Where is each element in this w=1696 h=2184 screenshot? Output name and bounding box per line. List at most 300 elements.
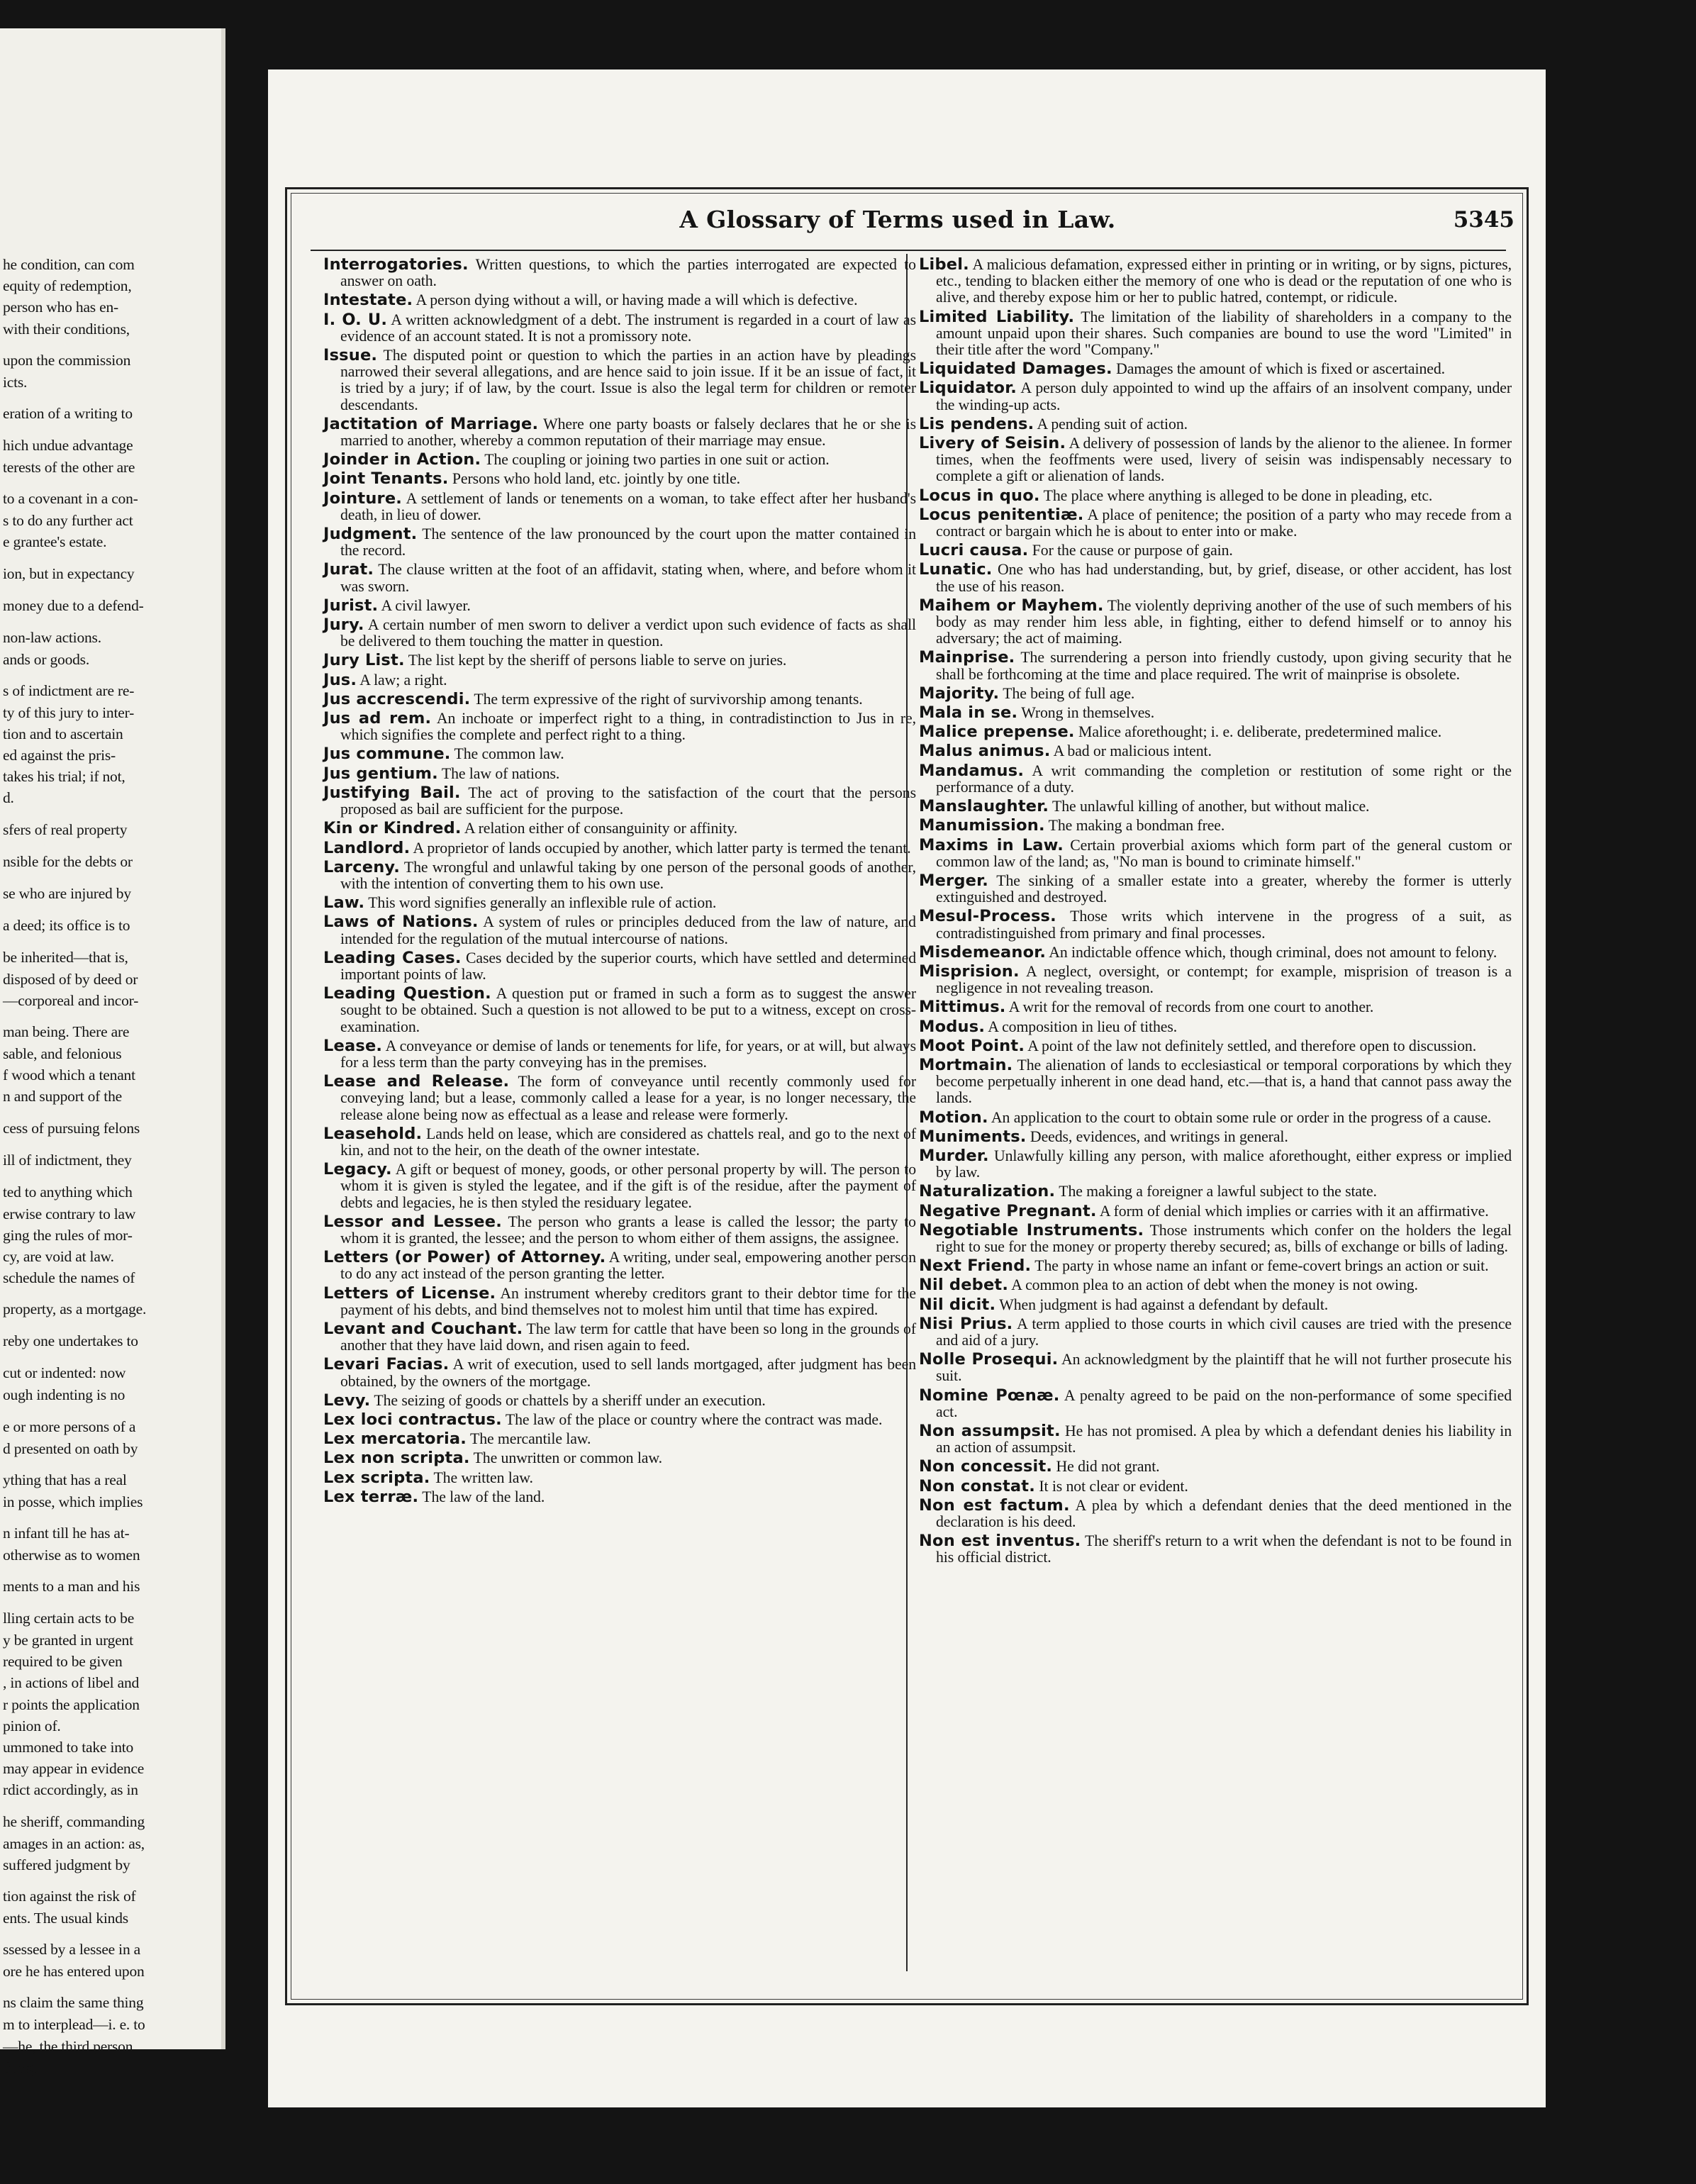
facing-page-line: he condition, can com <box>3 256 135 273</box>
facing-page-line: thing. <box>3 2058 38 2076</box>
glossary-entry <box>919 1148 1512 1181</box>
glossary-term: Jus accrescendi. <box>323 689 471 708</box>
glossary-definition: The sentence of the law pronounced by the court upon the matter contained in the record. <box>340 525 916 559</box>
glossary-definition: A place of penitence; the position of a party who may recede from a contract or bargain which he is about to enter into or make. <box>936 506 1512 540</box>
glossary-definition: The alienation of lands to ecclesiastical or temporal corporations by which they become perpetually inherent in one dead hand, etc.—that is, a hand that cannot pass away the lands. <box>936 1056 1512 1107</box>
glossary-entry <box>919 1057 1512 1107</box>
glossary-definition: An inchoate or imperfect right to a thing, in contradistinction to Jus in re, which signifies the complete and perfect right to a thing. <box>340 710 916 744</box>
glossary-term: Next Friend. <box>919 1257 1032 1276</box>
glossary-term: Nil dicit. <box>919 1295 996 1314</box>
glossary-term: I. O. U. <box>323 310 388 329</box>
page-number: 5345 <box>1453 207 1514 233</box>
glossary-definition: The violently depriving another of the use of such members of his body as may render him less able, in fighting, either to defend himself or to annoy his adversary; the act of maiming. <box>936 596 1512 647</box>
glossary-entry <box>919 837 1512 870</box>
glossary-entry <box>919 763 1512 796</box>
glossary-definition: An application to the court to obtain some rule or order in the progress of a cause. <box>991 1108 1492 1126</box>
facing-page-line: person who has en- <box>3 299 118 316</box>
glossary-definition: It is not clear or evident. <box>1039 1477 1188 1495</box>
glossary-definition: For the cause or purpose of gain. <box>1032 542 1233 559</box>
glossary-term: Lunatic. <box>919 560 993 579</box>
header-rule <box>311 250 1506 251</box>
glossary-term: Non constat. <box>919 1476 1035 1495</box>
facing-page-line: , in actions of libel and <box>3 1674 140 1692</box>
glossary-entry <box>919 1495 1512 1531</box>
glossary-entry <box>919 650 1512 682</box>
glossary-entry <box>919 743 1512 759</box>
facing-page-line: icts. <box>3 373 28 391</box>
glossary-definition: A writ of execution, used to sell lands mortgaged, after judgment has been obtained, by the owners of the mortgage. <box>340 1356 917 1390</box>
glossary-definition: A bad or malicious intent. <box>1053 742 1212 760</box>
glossary-term: Larceny. <box>323 857 400 876</box>
glossary-definition: The common law. <box>454 745 564 763</box>
glossary-entry <box>323 312 916 345</box>
glossary-term: Misprision. <box>919 962 1020 981</box>
glossary-entry <box>323 1161 916 1211</box>
facing-page-line: ough indenting is no <box>3 1386 125 1404</box>
glossary-term: Livery of Seisin. <box>919 434 1066 453</box>
glossary-entry <box>919 798 1512 815</box>
glossary-entry <box>323 617 916 650</box>
glossary-definition: The law of nations. <box>441 764 560 782</box>
glossary-definition: The wrongful and unlawful taking by one person of the personal goods of another, with the intention of converting them to his own use. <box>340 858 916 892</box>
glossary-definition: Wrong in themselves. <box>1021 704 1155 722</box>
facing-page-line: sable, and felonious <box>3 1045 122 1062</box>
glossary-entry <box>919 309 1512 359</box>
glossary-entry <box>919 257 1512 306</box>
glossary-term: Joinder in Action. <box>323 450 481 469</box>
facing-page-line: ands or goods. <box>3 650 90 668</box>
glossary-column-left <box>323 257 916 1508</box>
glossary-definition: A composition in lieu of tithes. <box>988 1018 1178 1035</box>
glossary-definition: Deeds, evidences, and writings in general. <box>1030 1127 1288 1145</box>
glossary-definition: An indictable offence which, though criminal, does not amount to felony. <box>1049 943 1497 961</box>
glossary-entry <box>919 416 1512 433</box>
glossary-term: Issue. <box>323 346 378 365</box>
glossary-definition: Damages the amount of which is fixed or ascertained. <box>1116 360 1445 378</box>
glossary-term: Merger. <box>919 871 988 890</box>
facing-page-line: ty of this jury to inter- <box>3 703 135 721</box>
facing-page-line: ents. The usual kinds <box>3 1909 128 1927</box>
glossary-term: Naturalization. <box>919 1182 1056 1201</box>
glossary-term: Negotiable Instruments. <box>919 1220 1144 1239</box>
glossary-term: Non est inventus. <box>919 1532 1081 1551</box>
glossary-definition: A civil lawyer. <box>381 596 471 614</box>
facing-page-line: otherwise as to women <box>3 1546 140 1564</box>
glossary-term: Moot Point. <box>919 1036 1025 1055</box>
glossary-entry <box>919 1110 1512 1126</box>
glossary-definition: A settlement of lands or tenements on a woman, to take effect after her husband's death, in lieu of dower. <box>340 489 916 523</box>
glossary-term: Lex non scripta. <box>323 1449 470 1468</box>
glossary-entry <box>323 1321 916 1354</box>
facing-page-line: n and support of the <box>3 1088 122 1105</box>
glossary-term: Manumission. <box>919 816 1045 835</box>
glossary-entry <box>919 1183 1512 1200</box>
glossary-entry <box>919 1129 1512 1145</box>
glossary-definition: The written law. <box>433 1469 533 1486</box>
glossary-entry <box>919 999 1512 1015</box>
glossary-term: Jus ad rem. <box>323 709 432 728</box>
facing-page-line: ments to a man and his <box>3 1578 140 1595</box>
facing-page-line: cut or indented: now <box>3 1364 126 1382</box>
glossary-term: Misdemeanor. <box>919 942 1047 962</box>
glossary-definition: Where one party boasts or falsely declares that he or she is married to another, whereby a common reputation of their marriage may ensue. <box>340 415 917 450</box>
glossary-definition: A pending suit of action. <box>1037 415 1188 433</box>
facing-page-line: lling certain acts to be <box>3 1610 135 1627</box>
glossary-term: Legacy. <box>323 1160 392 1179</box>
facing-page-line: tion and to ascertain <box>3 725 123 742</box>
facing-page-line: —he, the third person <box>3 2037 133 2055</box>
glossary-entry <box>919 542 1512 559</box>
facing-page-line: ion, but in expectancy <box>3 564 135 582</box>
facing-page-line: schedule the names of <box>3 1269 135 1287</box>
glossary-term: Leading Question. <box>323 984 491 1003</box>
glossary-entry <box>323 1283 916 1318</box>
facing-page-line: ything that has a real <box>3 1471 127 1488</box>
glossary-term: Negative Pregnant. <box>919 1201 1097 1220</box>
glossary-definition: The seizing of goods or chattels by a sheriff under an execution. <box>374 1391 766 1409</box>
glossary-entry <box>919 705 1512 721</box>
glossary-term: Lex mercatoria. <box>323 1430 467 1449</box>
glossary-term: Murder. <box>919 1146 989 1165</box>
glossary-entry <box>919 361 1512 377</box>
glossary-definition: The place where anything is alleged to be done in pleading, etc. <box>1043 486 1433 504</box>
glossary-term: Mala in se. <box>919 703 1018 723</box>
glossary-term: Lease and Release. <box>323 1072 510 1091</box>
glossary-entry <box>323 471 916 487</box>
glossary-entry <box>919 1533 1512 1566</box>
glossary-term: Non concessit. <box>919 1457 1053 1476</box>
glossary-definition: A common plea to an action of debt when the money is not owing. <box>1011 1276 1418 1294</box>
glossary-term: Law. <box>323 893 365 913</box>
glossary-definition: Cases decided by the superior courts, which have settled and determined important points of law. <box>340 949 916 983</box>
glossary-definition: When judgment is had against a defendant by default. <box>999 1296 1329 1313</box>
glossary-term: Mesul-Process. <box>919 907 1056 926</box>
glossary-term: Jus commune. <box>323 745 451 764</box>
glossary-definition: One who has had understanding, but, by grief, disease, or other accident, has lost the use of his reason. <box>936 561 1512 595</box>
facing-page-line: ore he has entered upon <box>3 1963 145 1980</box>
glossary-entry <box>919 873 1512 906</box>
page-fold-shadow <box>221 28 225 2049</box>
facing-page-line: e or more persons of a <box>3 1417 136 1435</box>
glossary-definition: An acknowledgment by the plaintiff that he will not further prosecute his suit. <box>936 1351 1512 1385</box>
glossary-definition: A term applied to those courts in which civil causes are tried with the presence and aid of a jury. <box>936 1315 1512 1349</box>
glossary-definition: A law; a right. <box>359 671 447 689</box>
facing-page-line: n infant till he has at- <box>3 1524 130 1542</box>
glossary-entry <box>323 416 916 449</box>
glossary-definition: A conveyance or demise of lands or tenements for life, for years, or at will, but always for a less term than the party conveying has in the premises. <box>340 1037 916 1071</box>
facing-page-line: d presented on oath by <box>3 1439 138 1457</box>
glossary-entry <box>919 1459 1512 1475</box>
glossary-term: Lis pendens. <box>919 414 1034 433</box>
facing-page-line: man being. There are <box>3 1023 130 1040</box>
glossary-term: Interrogatories. <box>323 255 469 274</box>
glossary-definition: A written acknowledgment of a debt. The instrument is regarded in a court of law as evidence of an account stated. It is not a promissory note. <box>340 311 916 345</box>
glossary-term: Lease. <box>323 1036 383 1055</box>
glossary-entry <box>919 1019 1512 1035</box>
facing-page-line: e grantee's estate. <box>3 533 107 551</box>
glossary-entry <box>323 452 916 468</box>
facing-page-line: takes his trial; if not, <box>3 768 125 786</box>
glossary-entry <box>323 1470 916 1486</box>
glossary-term: Jurat. <box>323 560 374 579</box>
glossary-term: Lex scripta. <box>323 1468 430 1487</box>
facing-page-line: suffered judgment by <box>3 1856 130 1873</box>
facing-page-line: f wood which a tenant <box>3 1066 135 1084</box>
facing-page-line: rdict accordingly, as in <box>3 1781 138 1799</box>
facing-page-line: m to interplead—i. e. to <box>3 2016 145 2034</box>
facing-page-line: be inherited—that is, <box>3 948 128 966</box>
glossary-term: Majority. <box>919 684 1000 703</box>
glossary-entry <box>919 1423 1512 1456</box>
glossary-definition: The unlawful killing of another, but without malice. <box>1052 798 1370 815</box>
glossary-entry <box>323 785 916 818</box>
glossary-definition: A writ commanding the completion or restitution of some right or the performance of a duty. <box>936 762 1512 796</box>
glossary-definition: A proprietor of lands occupied by another, which latter party is termed the tenant. <box>413 839 911 857</box>
glossary-entry <box>919 1277 1512 1293</box>
glossary-definition: The form of conveyance until recently commonly used for conveying land; but a lease, commonly called a lease for a year, is no longer necessary, the release alone being now as effectual as a lease and release were formerly. <box>340 1073 916 1123</box>
glossary-definition: The clause written at the foot of an affidavit, stating when, where, and before whom it was sworn. <box>340 561 916 595</box>
glossary-definition: A neglect, oversight, or contempt; for example, misprision of treason is a negligence in not revealing treason. <box>936 962 1512 997</box>
glossary-term: Limited Liability. <box>919 307 1075 326</box>
glossary-entry <box>919 942 1512 962</box>
glossary-definition: A question put or framed in such a form as to suggest the answer sought to be obtained. Such a question is not allowed to be put to a witness, except on cross-examination. <box>340 985 916 1035</box>
glossary-definition: Malice aforethought; i. e. deliberate, predetermined malice. <box>1078 723 1442 741</box>
glossary-definition: A form of denial which implies or carries with it an affirmative. <box>1099 1202 1489 1220</box>
facing-page-line: to a covenant in a con- <box>3 490 138 508</box>
glossary-entry <box>919 562 1512 594</box>
glossary-entry <box>323 1214 916 1247</box>
glossary-definition: Persons who hold land, etc. jointly by one title. <box>452 470 741 488</box>
glossary-entry <box>919 908 1512 941</box>
glossary-term: Maxims in Law. <box>919 835 1064 854</box>
glossary-definition: The term expressive of the right of survivorship among tenants. <box>474 690 863 708</box>
facing-page-line: erwise contrary to law <box>3 1205 136 1222</box>
glossary-term: Justifying Bail. <box>323 783 461 802</box>
glossary-definition: The party in whose name an infant or feme-covert brings an action or suit. <box>1034 1257 1489 1275</box>
glossary-term: Jactitation of Marriage. <box>323 414 539 433</box>
glossary-term: Mainprise. <box>919 648 1015 667</box>
glossary-entry <box>919 964 1512 996</box>
page-title: A Glossary of Terms used in Law. <box>679 206 1116 233</box>
facing-page-line: may appear in evidence <box>3 1760 145 1778</box>
glossary-definition: Those instruments which confer on the holders the legal right to sue for the money or property thereby secured; as, bills of exchange or bills of lading. <box>936 1221 1512 1255</box>
glossary-definition: The law of the place or country where the contract was made. <box>505 1411 883 1428</box>
facing-page-line: ill of indictment, they <box>3 1151 132 1169</box>
glossary-entry <box>323 1249 916 1282</box>
facing-page-line: he sheriff, commanding <box>3 1812 145 1830</box>
facing-page-line: ed against the pris- <box>3 747 116 764</box>
glossary-entry <box>323 1356 916 1389</box>
glossary-term: Lex terræ. <box>323 1487 419 1506</box>
glossary-entry <box>919 1222 1512 1255</box>
glossary-definition: A malicious defamation, expressed either in printing or in writing, or by signs, pictures, etc., tending to blacken either the memory of one who is dead or the reputation of one who is alive, and thereby expose him or her to public hatred, contempt, or ridicule. <box>936 256 1512 306</box>
glossary-term: Intestate. <box>323 291 413 310</box>
glossary-definition: The coupling or joining two parties in one suit or action. <box>484 451 830 469</box>
glossary-term: Kin or Kindred. <box>323 819 462 838</box>
glossary-term: Levy. <box>323 1391 371 1410</box>
glossary-entry <box>323 691 916 708</box>
glossary-definition: A writing, under seal, empowering another person to do any act instead of the person granting the letter. <box>340 1249 917 1283</box>
glossary-definition: The mercantile law. <box>470 1430 591 1448</box>
facing-page-line: se who are injured by <box>3 884 131 902</box>
glossary-term: Motion. <box>919 1108 988 1127</box>
glossary-entry <box>919 507 1512 540</box>
facing-page-line: ummoned to take into <box>3 1739 134 1756</box>
glossary-entry <box>323 859 916 892</box>
glossary-definition: The unwritten or common law. <box>473 1449 662 1467</box>
glossary-term: Landlord. <box>323 838 411 857</box>
facing-page-line: pinion of. <box>3 1717 61 1734</box>
glossary-definition: A point of the law not definitely settled, and therefore open to discussion. <box>1027 1037 1477 1054</box>
glossary-entry <box>919 1203 1512 1220</box>
glossary-term: Manslaughter. <box>919 797 1049 816</box>
facing-page-line: a deed; its office is to <box>3 916 130 934</box>
facing-page-line: ssessed by a lessee in a <box>3 1941 141 1959</box>
glossary-definition: An instrument whereby creditors grant to their debtor time for the payment of his debts, and bind themselves not to molest him until that time has expired. <box>340 1284 916 1318</box>
facing-page-line: ging the rules of mor- <box>3 1226 133 1244</box>
glossary-definition: The sheriff's return to a writ when the defendant is not to be found in his official district. <box>936 1532 1512 1566</box>
facing-page-line: in posse, which implies <box>3 1493 143 1510</box>
glossary-entry <box>323 1038 916 1071</box>
glossary-entry <box>919 686 1512 702</box>
glossary-definition: The making a foreigner a lawful subject to the state. <box>1059 1183 1377 1200</box>
glossary-definition: The law of the land. <box>422 1488 545 1505</box>
glossary-entry <box>919 1297 1512 1313</box>
facing-page-line: equity of redemption, <box>3 277 132 295</box>
glossary-term: Nisi Prius. <box>919 1314 1013 1333</box>
glossary-entry <box>323 746 916 762</box>
facing-page-line: s to do any further act <box>3 512 133 530</box>
glossary-entry <box>323 526 916 559</box>
glossary-definition: Written questions, to which the parties interrogated are expected to answer on oath. <box>340 256 916 290</box>
glossary-term: Mandamus. <box>919 761 1025 780</box>
glossary-term: Nolle Prosequi. <box>919 1350 1059 1369</box>
glossary-definition: He has not promised. A plea by which a defendant denies his liability in an action of assumpsit. <box>936 1422 1512 1456</box>
facing-page-line: reby one undertakes to <box>3 1332 138 1350</box>
facing-page-line: sfers of real property <box>3 820 128 838</box>
glossary-term: Mortmain. <box>919 1055 1013 1074</box>
glossary-entry <box>323 257 916 289</box>
glossary-term: Joint Tenants. <box>323 469 449 489</box>
glossary-entry <box>323 347 916 413</box>
glossary-entry <box>323 840 916 857</box>
glossary-entry <box>323 711 916 743</box>
glossary-entry <box>919 598 1512 647</box>
glossary-entry <box>323 598 916 614</box>
glossary-term: Muniments. <box>919 1127 1027 1146</box>
glossary-entry <box>323 562 916 594</box>
glossary-term: Lessor and Lessee. <box>323 1212 502 1231</box>
glossary-definition: A delivery of possession of lands by the alienor to the alienee. In former times, when the feoffments were used, livery of seisin was indispensably necessary to complete a gift or alienation of lands. <box>936 435 1512 485</box>
glossary-entry <box>919 818 1512 834</box>
facing-page-line: non-law actions. <box>3 628 101 646</box>
glossary-entry <box>919 1388 1512 1420</box>
glossary-entry <box>323 1126 916 1159</box>
facing-page-line: ns claim the same thing <box>3 1994 144 2012</box>
facing-page-line: eration of a writing to <box>3 404 133 422</box>
glossary-term: Liquidated Damages. <box>919 360 1112 379</box>
glossary-entry <box>323 914 916 947</box>
glossary-term: Nil debet. <box>919 1276 1009 1295</box>
facing-page-line: r points the application <box>3 1695 140 1713</box>
glossary-entry <box>323 1393 916 1409</box>
glossary-definition: The making a bondman free. <box>1048 817 1225 835</box>
facing-page-line: nsible for the debts or <box>3 852 133 870</box>
facing-page-text <box>3 254 216 2078</box>
glossary-definition: A person dying without a will, or having made a will which is defective. <box>415 291 858 309</box>
glossary-entry <box>323 1431 916 1447</box>
facing-page-line: —corporeal and incor- <box>3 991 139 1009</box>
facing-page-line: s of indictment are re- <box>3 681 135 699</box>
facing-page-line: ted to anything which <box>3 1183 133 1200</box>
glossary-definition: A system of rules or principles deduced from the law of nature, and intended for the regulation of the mutual intercourse of nations. <box>340 913 916 947</box>
glossary-term: Locus penitentiæ. <box>919 505 1084 524</box>
glossary-term: Jus. <box>323 670 357 689</box>
glossary-entry <box>323 672 916 689</box>
glossary-entry <box>323 1450 916 1466</box>
facing-page-line: property, as a mortgage. <box>3 1300 147 1318</box>
glossary-definition: A plea by which a defendant denies that the deed mentioned in the declaration is his deed. <box>936 1496 1512 1531</box>
glossary-definition: Certain proverbial axioms which form part of the general custom or common law of the land; as, "No man is bound to criminate himself." <box>936 836 1512 870</box>
glossary-entry <box>919 435 1512 485</box>
glossary-definition: The surrendering a person into friendly custody, upon giving security that he shall be forthcoming at the time and place required. The writ of mainprise is obsolete. <box>936 649 1512 683</box>
glossary-entry <box>323 895 916 911</box>
glossary-definition: Those writs which intervene in the progress of a suit, as contradistinguished from primary and final processes. <box>936 908 1512 942</box>
glossary-term: Laws of Nations. <box>323 913 479 932</box>
facing-page-line: amages in an action: as, <box>3 1834 145 1852</box>
facing-page-line: hich undue advantage <box>3 436 133 454</box>
glossary-definition: A person duly appointed to wind up the affairs of an insolvent company, under the winding-up acts. <box>936 379 1512 413</box>
glossary-term: Letters (or Power) of Attorney. <box>323 1248 606 1267</box>
facing-page-line: d. <box>3 789 14 807</box>
glossary-entry <box>919 1038 1512 1054</box>
glossary-term: Nomine Pœnæ. <box>919 1386 1060 1405</box>
glossary-entry <box>323 986 916 1035</box>
glossary-term: Jury List. <box>323 651 405 670</box>
glossary-definition: Unlawfully killing any person, with malice aforethought, either express or implied by law. <box>936 1147 1512 1181</box>
glossary-entry <box>323 491 916 523</box>
facing-page-line: tion against the risk of <box>3 1887 136 1905</box>
glossary-term: Mittimus. <box>919 998 1006 1017</box>
glossary-definition: The disputed point or question to which the parties in an action have by pleadings narrowed their several allegations, and are hence said to join issue. If it be an issue of fact, it is tried by a jury; if of law, by the court. Issue is also the legal term for children or remoter descendants. <box>340 347 916 413</box>
glossary-entry <box>919 380 1512 413</box>
glossary-definition: A certain number of men sworn to deliver a verdict upon such evidence of facts as shall be delivered to them touching the matter in question. <box>340 616 916 650</box>
glossary-definition: A penalty agreed to be paid on the non-performance of some specified act. <box>936 1386 1512 1420</box>
facing-page-line: disposed of by deed or <box>3 970 138 988</box>
glossary-entry <box>919 488 1512 504</box>
glossary-term: Non assumpsit. <box>919 1422 1061 1440</box>
glossary-entry <box>919 1478 1512 1495</box>
glossary-term: Lucri causa. <box>919 541 1029 560</box>
glossary-term: Malice prepense. <box>919 723 1075 742</box>
facing-page-fragment <box>0 28 225 2076</box>
glossary-entry <box>323 652 916 669</box>
glossary-definition: The list kept by the sheriff of persons liable to serve on juries. <box>408 652 787 669</box>
glossary-entry <box>919 1352 1512 1384</box>
glossary-term: Letters of License. <box>323 1283 496 1303</box>
glossary-term: Modus. <box>919 1017 986 1036</box>
glossary-term: Locus in quo. <box>919 486 1040 505</box>
glossary-term: Leasehold. <box>323 1124 423 1143</box>
glossary-term: Non est factum. <box>919 1495 1070 1515</box>
glossary-term: Malus animus. <box>919 742 1051 761</box>
glossary-term: Jury. <box>323 615 364 635</box>
glossary-term: Levari Facias. <box>323 1355 450 1374</box>
glossary-definition: A gift or bequest of money, goods, or other personal property by will. The person to whom it is given is styled the legatee, and if the gift is of the residue, after the payment of debts and legacies, he is then styled the residuary legatee. <box>340 1161 916 1211</box>
glossary-term: Lex loci contractus. <box>323 1410 502 1429</box>
glossary-term: Judgment. <box>323 525 418 544</box>
glossary-entry <box>323 1489 916 1505</box>
